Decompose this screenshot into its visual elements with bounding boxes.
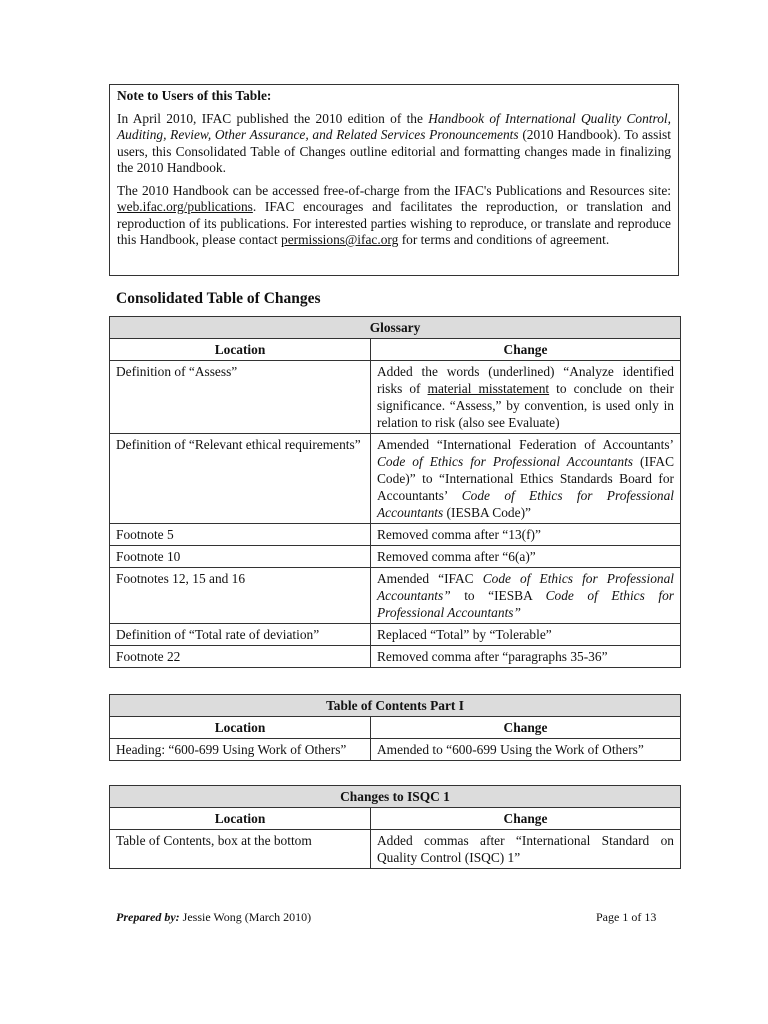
italic-title: Code of Ethics for Professional Accountants” bbox=[377, 571, 674, 603]
isqc-caption: Changes to ISQC 1 bbox=[110, 786, 681, 808]
change-cell: Removed comma after “paragraphs 35-36” bbox=[371, 646, 681, 668]
table-header-row bbox=[110, 717, 681, 739]
location-cell: Footnote 10 bbox=[110, 546, 371, 568]
glossary-caption: Glossary bbox=[110, 317, 681, 339]
table-row bbox=[110, 568, 681, 624]
change-cell: Replaced “Total” by “Tolerable” bbox=[371, 624, 681, 646]
location-cell: Definition of “Assess” bbox=[110, 361, 371, 434]
change-text: Amended “International Federation of Accountants’ bbox=[377, 437, 674, 452]
location-cell: Footnotes 12, 15 and 16 bbox=[110, 568, 371, 624]
italic-title: Code of Ethics for Professional Accountants bbox=[377, 488, 675, 520]
location-cell: Footnote 5 bbox=[110, 524, 371, 546]
prepared-label: Prepared by: bbox=[116, 910, 180, 924]
table-row bbox=[110, 361, 681, 434]
italic-title: Code of Ethics for Professional Accountants bbox=[377, 454, 634, 469]
change-header: Change bbox=[371, 808, 681, 830]
toc-table bbox=[109, 694, 681, 761]
change-cell bbox=[371, 361, 681, 434]
table-row bbox=[110, 830, 681, 869]
change-text: Added the words (underlined) “Analyze identified risks of bbox=[377, 364, 674, 396]
publications-link[interactable]: web.ifac.org/publications bbox=[117, 199, 253, 214]
note-paragraph-2 bbox=[117, 183, 671, 249]
toc-caption: Table of Contents Part I bbox=[110, 695, 681, 717]
location-header: Location bbox=[110, 339, 371, 361]
location-cell: Table of Contents, box at the bottom bbox=[110, 830, 371, 869]
prepared-value: Jessie Wong (March 2010) bbox=[179, 910, 312, 924]
note-to-users-box bbox=[109, 84, 679, 276]
page-number: Page 1 of 13 bbox=[596, 910, 657, 924]
change-text: to “IESBA bbox=[450, 588, 546, 603]
prepared-by bbox=[116, 910, 311, 925]
note-p2-text-c: for terms and conditions of agreement. bbox=[398, 232, 610, 247]
change-cell: Removed comma after “6(a)” bbox=[371, 546, 681, 568]
handbook-title: Handbook of International Quality Control, Auditing, Review, Other Assurance, and Related Services Pronouncements bbox=[117, 110, 672, 142]
note-paragraph-1 bbox=[117, 111, 671, 177]
table-row bbox=[110, 546, 681, 568]
note-p1-text-b: (2010 Handbook). To assist users, this Consolidated Table of Changes outline editorial and formatting changes made in finalizing the 2010 Handbook. bbox=[117, 127, 671, 175]
location-cell: Definition of “Relevant ethical requirements” bbox=[110, 434, 371, 524]
note-title: Note to Users of this Table: bbox=[117, 88, 272, 103]
table-header-row bbox=[110, 339, 681, 361]
change-cell: Amended to “600-699 Using the Work of Others” bbox=[371, 739, 681, 761]
location-cell: Footnote 22 bbox=[110, 646, 371, 668]
table-row bbox=[110, 624, 681, 646]
note-p1-text-a: In April 2010, IFAC published the 2010 edition of the bbox=[117, 110, 429, 126]
change-cell bbox=[371, 434, 681, 524]
location-header: Location bbox=[110, 717, 371, 739]
change-text: to conclude on their significance. “Assess,” by convention, is used only in relation to risk (also see Evaluate) bbox=[377, 381, 674, 430]
change-header: Change bbox=[371, 717, 681, 739]
table-row bbox=[110, 434, 681, 524]
location-cell: Heading: “600-699 Using Work of Others” bbox=[110, 739, 371, 761]
table-row bbox=[110, 646, 681, 668]
location-header: Location bbox=[110, 808, 371, 830]
change-cell bbox=[371, 568, 681, 624]
change-text: Amended “IFAC bbox=[377, 571, 483, 586]
location-cell: Definition of “Total rate of deviation” bbox=[110, 624, 371, 646]
table-header-row bbox=[110, 808, 681, 830]
glossary-table bbox=[109, 316, 681, 668]
change-text: (IESBA Code)” bbox=[443, 505, 531, 520]
change-header: Change bbox=[371, 339, 681, 361]
italic-title: Code of Ethics for Professional Accountants” bbox=[377, 588, 674, 620]
page-title: Consolidated Table of Changes bbox=[116, 290, 321, 307]
isqc-table bbox=[109, 785, 681, 869]
change-text: (IFAC Code)” to “International Ethics Standards Board for Accountants’ bbox=[377, 454, 675, 503]
table-row bbox=[110, 524, 681, 546]
note-p2-text-a: The 2010 Handbook can be accessed free-of-charge from the IFAC's Publications and Resources site: bbox=[117, 182, 671, 198]
change-cell: Removed comma after “13(f)” bbox=[371, 524, 681, 546]
permissions-email-link[interactable]: permissions@ifac.org bbox=[281, 232, 399, 247]
note-p2-text-b: . IFAC encourages and facilitates the reproduction, or translation and reproduction of its publications. For interested parties wishing to reproduce, or translate and reproduce this Handbook, please contact bbox=[117, 199, 671, 247]
underlined-text: material misstatement bbox=[427, 381, 550, 396]
table-row bbox=[110, 739, 681, 761]
change-cell: Added commas after “International Standard on Quality Control (ISQC) 1” bbox=[371, 830, 681, 869]
